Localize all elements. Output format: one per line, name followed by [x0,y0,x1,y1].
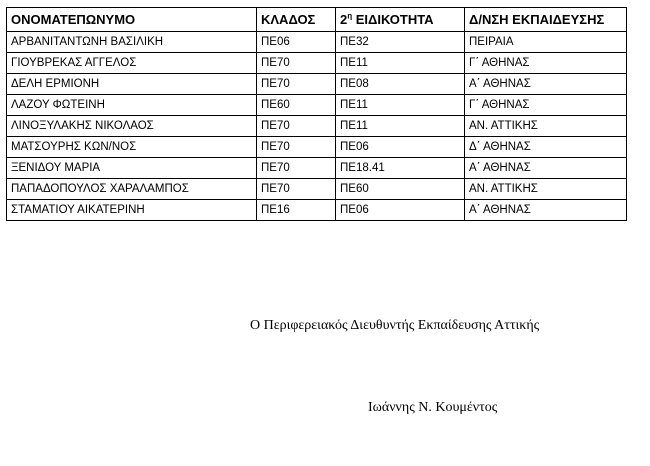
cell-directorate: ΠΕΙΡΑΙΑ [465,32,627,53]
roster-table [6,7,627,221]
cell-branch: ΠΕ70 [257,179,336,200]
cell-specialty: ΠΕ11 [336,95,465,116]
cell-branch: ΠΕ06 [257,32,336,53]
cell-specialty: ΠΕ32 [336,32,465,53]
cell-name: ΑΡΒΑΝΙΤΑΝΤΩΝΗ ΒΑΣΙΛΙΚΗ [7,32,257,53]
table-row [7,53,627,74]
cell-branch: ΠΕ70 [257,74,336,95]
cell-branch: ΠΕ70 [257,116,336,137]
cell-specialty: ΠΕ11 [336,53,465,74]
cell-directorate: Γ΄ ΑΘΗΝΑΣ [465,95,627,116]
cell-name: ΔΕΛΗ ΕΡΜΙΟΝΗ [7,74,257,95]
cell-directorate: Α΄ ΑΘΗΝΑΣ [465,158,627,179]
cell-specialty: ΠΕ06 [336,137,465,158]
cell-name: ΞΕΝΙΔΟΥ ΜΑΡΙΑ [7,158,257,179]
cell-branch: ΠΕ70 [257,53,336,74]
cell-specialty: ΠΕ06 [336,200,465,221]
cell-branch: ΠΕ16 [257,200,336,221]
table-row [7,74,627,95]
cell-directorate: Δ΄ ΑΘΗΝΑΣ [465,137,627,158]
cell-name: ΜΑΤΣΟΥΡΗΣ ΚΩΝ/ΝΟΣ [7,137,257,158]
cell-specialty: ΠΕ08 [336,74,465,95]
signatory-name: Ιωάννης Ν. Κουμέντος [368,400,498,415]
cell-directorate: Α΄ ΑΘΗΝΑΣ [465,200,627,221]
header-second-specialty: $2^\eta$ ΕΙΔΙΚΟΤΗΤΑ [336,8,465,32]
cell-directorate: ΑΝ. ΑΤΤΙΚΗΣ [465,179,627,200]
cell-branch: ΠΕ70 [257,137,336,158]
cell-specialty: ΠΕ60 [336,179,465,200]
table-row [7,137,627,158]
header-directorate: Δ/ΝΣΗ ΕΚΠΑΙΔΕΥΣΗΣ [465,8,627,32]
table-header-row [7,8,627,32]
table-row [7,95,627,116]
cell-directorate: Γ΄ ΑΘΗΝΑΣ [465,53,627,74]
cell-specialty: ΠΕ18.41 [336,158,465,179]
cell-name: ΠΑΠΑΔΟΠΟΥΛΟΣ ΧΑΡΑΛΑΜΠΟΣ [7,179,257,200]
header-name: ΟΝΟΜΑΤΕΠΩΝΥΜΟ [7,8,257,32]
cell-directorate: ΑΝ. ΑΤΤΙΚΗΣ [465,116,627,137]
table-row [7,179,627,200]
cell-name: ΓΙΟΥΒΡΕΚΑΣ ΑΓΓΕΛΟΣ [7,53,257,74]
cell-specialty: ΠΕ11 [336,116,465,137]
table-row [7,158,627,179]
table-row [7,116,627,137]
signatory-title: Ο Περιφερειακός Διευθυντής Εκπαίδευσης Αττικής [250,318,540,333]
cell-branch: ΠΕ70 [257,158,336,179]
cell-branch: ΠΕ60 [257,95,336,116]
header-branch: ΚΛΑΔΟΣ [257,8,336,32]
table-row [7,200,627,221]
cell-name: ΛΑΖΟΥ ΦΩΤΕΙΝΗ [7,95,257,116]
cell-name: ΣΤΑΜΑΤΙΟΥ ΑΙΚΑΤΕΡΙΝΗ [7,200,257,221]
cell-directorate: Α΄ ΑΘΗΝΑΣ [465,74,627,95]
table-row [7,32,627,53]
cell-name: ΛΙΝΟΞΥΛΑΚΗΣ ΝΙΚΟΛΑΟΣ [7,116,257,137]
